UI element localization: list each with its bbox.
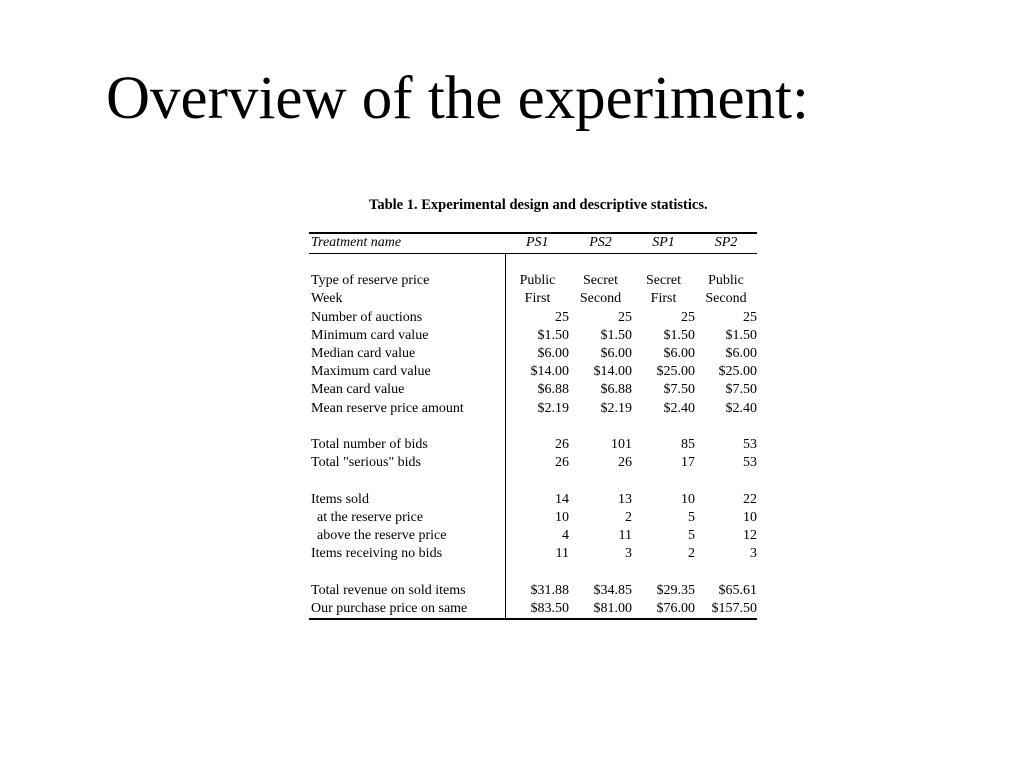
spacer-cell: [632, 563, 695, 581]
table-row: [309, 363, 757, 381]
row-value: $34.85: [593, 582, 632, 598]
spacer-cell: [506, 472, 570, 490]
row-value: Second: [579, 291, 622, 307]
spacer-cell: [632, 418, 695, 436]
spacer-cell: [309, 254, 506, 273]
spacer-cell: [309, 472, 506, 490]
table-row: [309, 309, 757, 327]
spacer-row: [309, 472, 757, 490]
row-value: $6.88: [600, 382, 632, 398]
table-caption: Table 1. Experimental design and descriptive statistics.: [369, 197, 708, 213]
row-label: Week: [309, 290, 506, 308]
row-value: 12: [743, 528, 757, 543]
row-value: $6.00: [537, 346, 569, 361]
table-row: [309, 290, 757, 308]
table-row: [309, 400, 757, 418]
spacer-cell: [632, 254, 695, 273]
row-value: 53: [743, 437, 757, 452]
row-value: 13: [618, 491, 632, 507]
table-row: [309, 436, 757, 454]
row-value: Public: [708, 273, 744, 289]
spacer-cell: [506, 418, 570, 436]
row-value: 10: [743, 509, 757, 525]
row-value: 17: [681, 455, 695, 471]
row-value: $157.50: [695, 600, 757, 619]
row-value: 22: [743, 491, 757, 507]
row-value: 26: [555, 437, 569, 452]
row-value: Secret: [646, 273, 681, 289]
table-row: [309, 545, 757, 563]
row-label: Maximum card value: [309, 363, 506, 381]
row-value: $1.50: [537, 327, 569, 343]
row-value: 5: [688, 528, 695, 543]
statistics-table: [309, 232, 757, 620]
row-value: $14.00: [530, 364, 569, 380]
row-value: $81.00: [569, 600, 632, 619]
row-value: First: [650, 291, 677, 307]
row-label: Mean card value: [309, 381, 506, 399]
spacer-cell: [695, 472, 757, 490]
row-value: 10: [681, 491, 695, 507]
row-value: $25.00: [718, 364, 757, 380]
row-value: 25: [681, 309, 695, 325]
row-label: Type of reserve price: [309, 272, 506, 290]
row-value: $76.00: [632, 600, 695, 619]
row-value: $2.40: [663, 400, 695, 416]
row-value: $14.00: [593, 364, 632, 380]
row-value: 14: [555, 491, 569, 507]
spacer-cell: [506, 254, 570, 273]
row-value: 85: [681, 437, 695, 452]
row-label: Total number of bids: [309, 436, 506, 454]
row-value: $2.19: [537, 400, 569, 416]
table-row: [309, 381, 757, 399]
spacer-cell: [695, 254, 757, 273]
row-value: 25: [743, 309, 757, 325]
row-value: 2: [625, 509, 632, 525]
row-value: $7.50: [663, 382, 695, 398]
spacer-cell: [569, 418, 632, 436]
row-value: 5: [688, 509, 695, 525]
row-value: 25: [618, 309, 632, 325]
slide-title: Overview of the experiment:: [106, 65, 809, 132]
row-value: $25.00: [656, 364, 695, 380]
row-value: $6.00: [725, 346, 757, 361]
header-treatment-name: Treatment name: [309, 233, 506, 254]
header-ps1: PS1: [506, 233, 570, 254]
table-row: [309, 582, 757, 600]
table-row: [309, 454, 757, 472]
row-value: 4: [562, 528, 569, 543]
table-row: [309, 345, 757, 363]
row-value: 26: [618, 455, 632, 471]
table-row: [309, 272, 757, 290]
table-row: [309, 527, 757, 545]
row-label: Median card value: [309, 345, 506, 363]
row-value: $6.00: [600, 346, 632, 361]
row-value: $1.50: [725, 327, 757, 343]
row-value: $65.61: [718, 582, 757, 598]
spacer-cell: [569, 563, 632, 581]
row-value: 53: [743, 455, 757, 471]
row-value: $1.50: [663, 327, 695, 343]
row-value: 3: [750, 546, 757, 562]
spacer-row: [309, 563, 757, 581]
row-label: Items sold: [309, 491, 506, 509]
table-header-row: [309, 233, 757, 254]
row-value: 26: [555, 455, 569, 471]
row-label: Number of auctions: [309, 309, 506, 327]
row-value: $2.19: [600, 400, 632, 416]
row-label: Items receiving no bids: [309, 545, 506, 563]
header-sp1: SP1: [632, 233, 695, 254]
header-ps2: PS2: [569, 233, 632, 254]
row-label: above the reserve price: [309, 527, 506, 545]
row-value: 11: [555, 546, 569, 562]
row-label: at the reserve price: [309, 509, 506, 527]
spacer-cell: [569, 254, 632, 273]
table-row: [309, 491, 757, 509]
table-row: [309, 327, 757, 345]
row-value: $1.50: [600, 327, 632, 343]
row-label: Our purchase price on same: [309, 600, 506, 619]
row-value: Second: [705, 291, 747, 307]
table-row: [309, 600, 757, 619]
row-value: $6.00: [663, 346, 695, 361]
row-label: Mean reserve price amount: [309, 400, 506, 418]
spacer-cell: [632, 472, 695, 490]
row-label: Total "serious" bids: [309, 454, 506, 472]
spacer-cell: [309, 418, 506, 436]
spacer-row: [309, 254, 757, 273]
table-row: [309, 509, 757, 527]
row-value: 11: [618, 528, 632, 543]
row-label: Minimum card value: [309, 327, 506, 345]
row-value: Secret: [583, 273, 618, 289]
row-value: $6.88: [537, 382, 569, 398]
row-value: Public: [519, 273, 556, 289]
header-sp2: SP2: [695, 233, 757, 254]
spacer-cell: [695, 418, 757, 436]
row-value: $7.50: [725, 382, 757, 398]
spacer-cell: [569, 472, 632, 490]
spacer-row: [309, 418, 757, 436]
spacer-cell: [695, 563, 757, 581]
row-value: 101: [611, 437, 632, 452]
row-value: $2.40: [725, 400, 757, 416]
row-value: First: [524, 291, 551, 307]
row-value: 10: [555, 509, 569, 525]
row-value: $83.50: [506, 600, 570, 619]
row-value: $31.88: [530, 582, 569, 598]
spacer-cell: [506, 563, 570, 581]
row-value: 2: [688, 546, 695, 562]
row-value: 25: [555, 309, 569, 325]
row-label: Total revenue on sold items: [309, 582, 506, 600]
table-body: [309, 254, 757, 620]
row-value: $29.35: [656, 582, 695, 598]
spacer-cell: [309, 563, 506, 581]
row-value: 3: [625, 546, 632, 562]
